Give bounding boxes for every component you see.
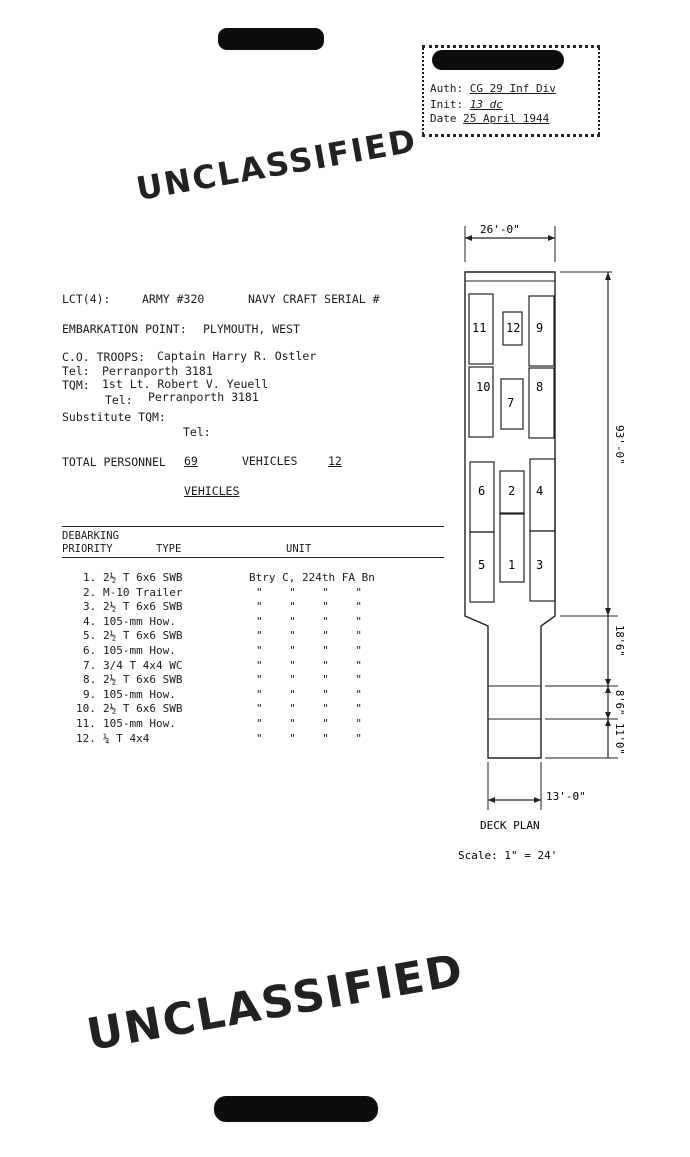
navy-serial-label: NAVY CRAFT SERIAL # (248, 292, 380, 306)
vehicle-type: 2½ T 6x6 SWB (103, 673, 183, 687)
vehicle-unit: " " " " (256, 731, 362, 745)
vehicle-type: ¼ T 4x4 (103, 731, 150, 745)
lct-label: LCT(4): (62, 292, 111, 306)
priority-number: 4. (83, 614, 97, 628)
deck-slot-label-7: 7 (507, 396, 515, 410)
co-tel-label: Tel: (62, 364, 90, 378)
embarkation-label: EMBARKATION POINT: (62, 322, 187, 336)
priority-number: 12. (76, 731, 96, 745)
ramp-width-arrow-right (534, 797, 541, 803)
vehicle-type: 2½ T 6x6 SWB (103, 702, 183, 716)
priority-number: 5. (83, 629, 97, 643)
vehicle-unit: " " " " (256, 629, 362, 643)
deck-slot-8 (529, 368, 554, 438)
co-troops-label: C.O. TROOPS: (62, 350, 146, 364)
deck-slot-label-6: 6 (478, 484, 486, 498)
length-dim-label: 93'-0" (613, 425, 626, 465)
priority-number: 10. (76, 702, 96, 716)
co-tel-value: Perranporth 3181 (102, 364, 213, 378)
vehicle-unit: " " " " (256, 673, 362, 687)
ramp-arrow-1 (605, 679, 611, 686)
deck-slot-label-3: 3 (536, 558, 544, 572)
beam-arrow-right (548, 235, 555, 241)
vehicle-unit: " " " " (256, 600, 362, 614)
deck-slot-label-5: 5 (478, 558, 486, 572)
army-number: ARMY #320 (142, 292, 205, 306)
vehicle-type: 105-mm How. (103, 717, 176, 730)
ramp-seg1-label: 18'6" (613, 625, 625, 657)
vehicle-type: 2½ T 6x6 SWB (103, 600, 183, 614)
total-personnel-label: TOTAL PERSONNEL (62, 455, 166, 469)
init-row: Init: 13 dc (430, 98, 503, 111)
deck-slot-10 (469, 367, 493, 437)
priority-number: 8. (83, 673, 97, 687)
vehicles-value: 12 (328, 454, 342, 468)
total-personnel-value: 69 (184, 454, 198, 468)
priority-number: 9. (83, 687, 97, 701)
priority-number: 1. (83, 571, 97, 584)
vehicle-unit: " " " " (256, 585, 362, 599)
co-troops-value: Captain Harry R. Ostler (157, 349, 317, 363)
deck-slot-label-2: 2 (508, 484, 516, 498)
ramp-arrow-2 (605, 686, 611, 693)
col-header-unit: UNIT (286, 543, 312, 555)
ramp-width-label: 13'-0" (546, 790, 586, 803)
vehicle-unit: " " " " (256, 687, 362, 701)
vehicles-label: VEHICLES (242, 454, 298, 468)
date-row: Date 25 April 1944 (430, 112, 550, 125)
tqm-tel-value: Perranporth 3181 (148, 390, 259, 404)
ramp-arrow-4 (605, 719, 611, 726)
ramp-seg2-label: 8'6" (613, 690, 625, 716)
deck-plan-title: DECK PLAN (480, 819, 540, 832)
vehicle-unit: " " " " (256, 644, 362, 657)
tqm-label: TQM: (62, 378, 90, 392)
priority-number: 7. (83, 658, 97, 672)
tqm-value: 1st Lt. Robert V. Yeuell (102, 377, 269, 391)
vehicle-unit: " " " " (256, 717, 362, 730)
ramp-arrow-3 (605, 712, 611, 719)
deck-slot-label-1: 1 (508, 558, 516, 572)
col-header-priority: PRIORITY (62, 543, 113, 555)
deck-slot-label-9: 9 (536, 321, 544, 335)
col-header-type: TYPE (156, 543, 182, 555)
auth-row: Auth: CG 29 Inf Div (430, 82, 556, 95)
vehicle-unit: " " " " (256, 702, 362, 716)
deck-slot-label-4: 4 (536, 484, 544, 498)
tqm-tel-label: Tel: (105, 393, 133, 407)
priority-number: 3. (83, 600, 97, 614)
ramp-width-arrow-left (488, 797, 495, 803)
deck-slot-label-8: 8 (536, 380, 544, 394)
vehicles-heading: VEHICLES (184, 484, 240, 498)
deck-slot-label-11: 11 (472, 321, 487, 335)
vehicle-type: 2½ T 6x6 SWB (103, 571, 183, 584)
deck-plan-scale: Scale: 1" = 24' (458, 849, 558, 862)
length-arrow-top (605, 272, 611, 280)
deck-slot-label-12: 12 (506, 321, 521, 335)
embarkation-value: PLYMOUTH, WEST (203, 322, 300, 336)
col-header-debarking: DEBARKING (62, 530, 119, 542)
vehicle-type: 2½ T 6x6 SWB (103, 629, 183, 643)
vehicle-unit: " " " " (256, 658, 362, 672)
deck-slot-label-10: 10 (476, 380, 491, 394)
vehicle-type: M-10 Trailer (103, 585, 183, 599)
substitute-tqm-label: Substitute TQM: (62, 410, 166, 424)
vehicle-type: 105-mm How. (103, 687, 176, 701)
length-arrow-bottom (605, 608, 611, 616)
classification-stamp-bottom: UNCLASSIFIED (83, 944, 468, 1061)
priority-number: 11. (76, 717, 96, 730)
beam-arrow-left (465, 235, 472, 241)
priority-number: 6. (83, 644, 97, 657)
ramp-seg3-label: 11'0" (613, 723, 625, 755)
vehicle-type: 105-mm How. (103, 644, 176, 657)
vehicle-unit: " " " " (256, 614, 362, 628)
substitute-tel-label: Tel: (183, 425, 211, 439)
vehicle-type: 3/4 T 4x4 WC (103, 658, 183, 672)
vehicle-unit: Btry C, 224th FA Bn (249, 571, 375, 584)
beam-dim-label: 26'-0" (480, 223, 520, 236)
classification-stamp-top: UNCLASSIFIED (133, 121, 420, 208)
priority-number: 2. (83, 585, 97, 599)
vehicle-type: 105-mm How. (103, 614, 176, 628)
